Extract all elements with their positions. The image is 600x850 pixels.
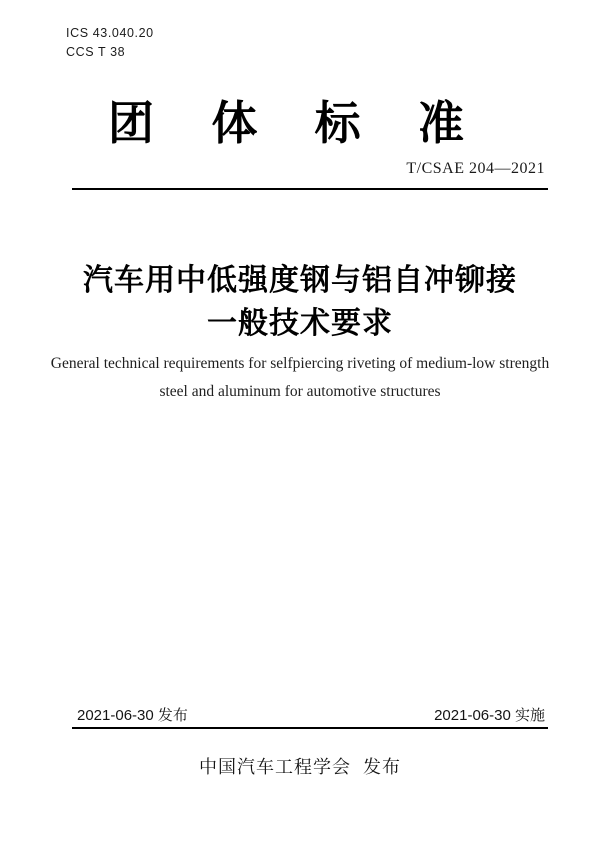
document-title-zh-line1: 汽车用中低强度钢与铝自冲铆接 xyxy=(83,264,517,297)
ccs-code: CCS T 38 xyxy=(66,45,126,59)
publisher: 中国汽车工程学会 发布 xyxy=(198,757,401,777)
header-rule xyxy=(72,188,548,190)
standard-number: T/CSAE 204—2021 xyxy=(406,160,545,177)
implement-date: 2021-06-30 实施 xyxy=(434,707,545,724)
classification-codes xyxy=(66,24,154,62)
standard-type-title xyxy=(108,96,464,150)
document-title-zh-line2: 一般技术要求 xyxy=(207,307,393,340)
doc-type-char: 标 xyxy=(314,97,361,149)
publish-date: 2021-06-30 发布 xyxy=(77,707,188,724)
document-title-en-line2: steel and aluminum for automotive structures xyxy=(159,383,441,400)
doc-type-char: 团 xyxy=(108,97,154,149)
date-row xyxy=(77,704,545,725)
ics-code: ICS 43.040.20 xyxy=(66,26,154,40)
document-title-en xyxy=(0,350,600,406)
footer-rule xyxy=(72,727,548,729)
document-title-en-line1: General technical requirements for selfpiercing riveting of medium-low strength xyxy=(50,355,550,372)
document-title-zh xyxy=(0,259,600,345)
doc-type-char: 体 xyxy=(211,97,258,149)
doc-type-char: 准 xyxy=(417,97,464,149)
